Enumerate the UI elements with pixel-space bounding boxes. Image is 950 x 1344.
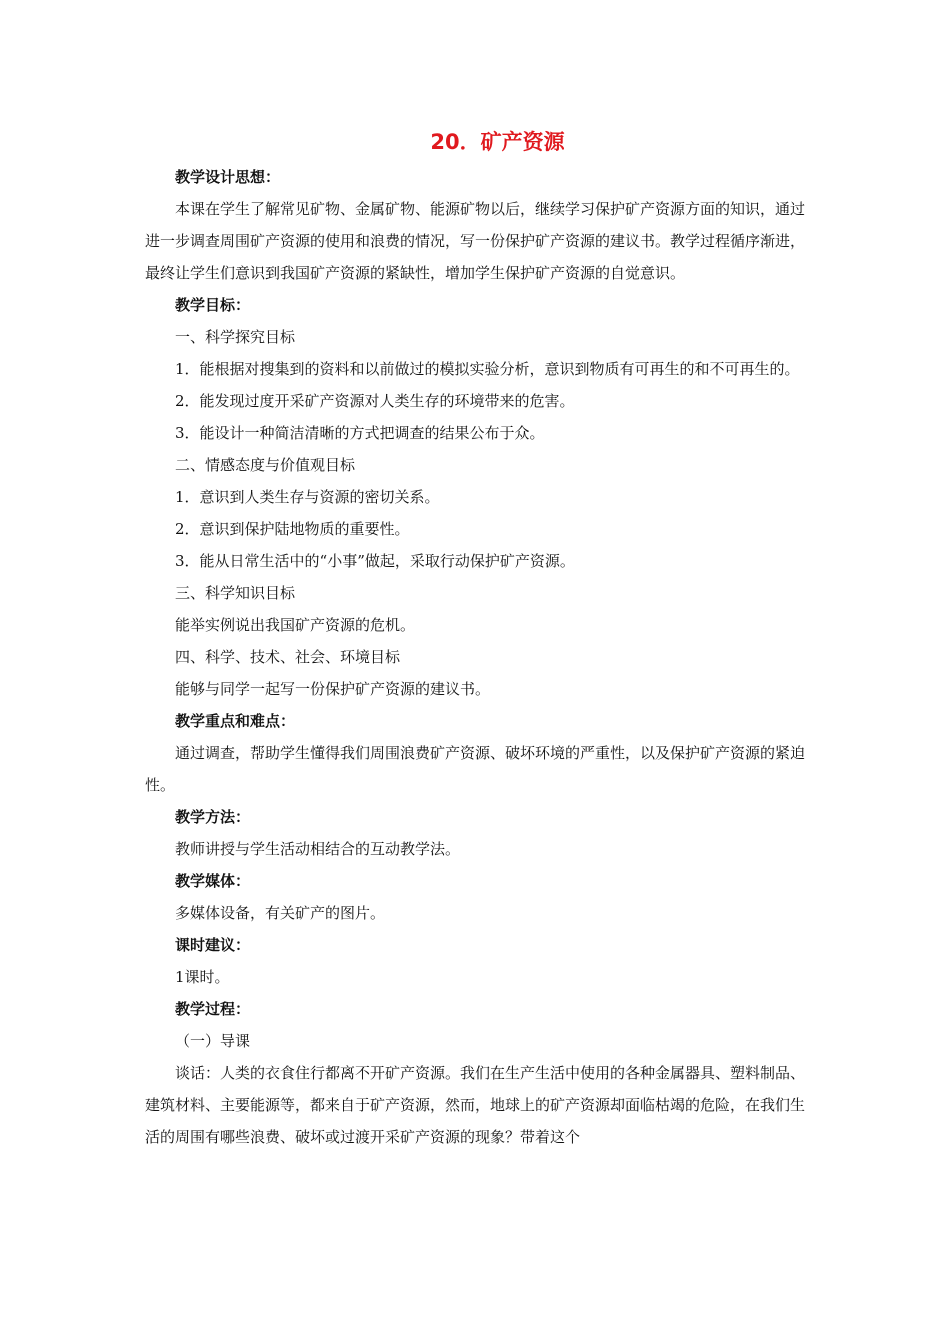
- goal1-item: 1．能根据对搜集到的资料和以前做过的模拟实验分析，意识到物质有可再生的和不可再生的。: [175, 360, 800, 378]
- method-heading: 教学方法：: [175, 808, 251, 826]
- goal2-item: 2．意识到保护陆地物质的重要性。: [175, 520, 410, 538]
- goal1-item: 2．能发现过度开采矿产资源对人类生存的环境带来的危害。: [175, 392, 575, 410]
- page-title: 20．矿产资源: [430, 130, 565, 154]
- goal2-title: 二、情感态度与价值观目标: [175, 456, 356, 474]
- process-heading: 教学过程：: [175, 1000, 251, 1018]
- hours-text: 1课时。: [175, 968, 230, 986]
- process-text: 谈话：人类的衣食住行都离不开矿产资源。我们在生产生活中使用的各种金属器具、塑料制品、建筑材料、主要能源等，都来自于矿产资源，然而，地球上的矿产资源却面临枯竭的危险，在我们生活的周围有哪些浪费、破坏或过渡开采矿产资源的现象？带着这个: [145, 1064, 806, 1146]
- goal3-title: 三、科学知识目标: [175, 584, 296, 602]
- goal2-item: 1．意识到人类生存与资源的密切关系。: [175, 488, 440, 506]
- goal4-title: 四、科学、技术、社会、环境目标: [175, 648, 401, 666]
- goal3-text: 能举实例说出我国矿产资源的危机。: [175, 616, 416, 634]
- process-step-intro: （一）导课: [175, 1032, 251, 1050]
- key-points-heading: 教学重点和难点：: [175, 712, 296, 730]
- key-points-text: 通过调查，帮助学生懂得我们周围浪费矿产资源、破坏环境的严重性，以及保护矿产资源的紧迫性。: [145, 744, 806, 794]
- media-text: 多媒体设备，有关矿产的图片。: [175, 904, 386, 922]
- goal1-item: 3．能设计一种简洁清晰的方式把调查的结果公布于众。: [175, 424, 545, 442]
- media-heading: 教学媒体：: [175, 872, 251, 890]
- method-text: 教师讲授与学生活动相结合的互动教学法。: [175, 840, 461, 858]
- hours-heading: 课时建议：: [175, 936, 251, 954]
- goal4-text: 能够与同学一起写一份保护矿产资源的建议书。: [175, 680, 491, 698]
- design-heading: 教学设计思想：: [175, 168, 281, 186]
- design-paragraph: 本课在学生了解常见矿物、金属矿物、能源矿物以后，继续学习保护矿产资源方面的知识，通过进一步调查周围矿产资源的使用和浪费的情况，写一份保护矿产资源的建议书。教学过程循序渐进，最终让学生们意识到我国矿产资源的紧缺性，增加学生保护矿产资源的自觉意识。: [145, 200, 806, 282]
- goal1-title: 一、科学探究目标: [175, 328, 296, 346]
- goal2-item: 3．能从日常生活中的“小事”做起，采取行动保护矿产资源。: [175, 552, 575, 570]
- goals-heading: 教学目标：: [175, 296, 251, 314]
